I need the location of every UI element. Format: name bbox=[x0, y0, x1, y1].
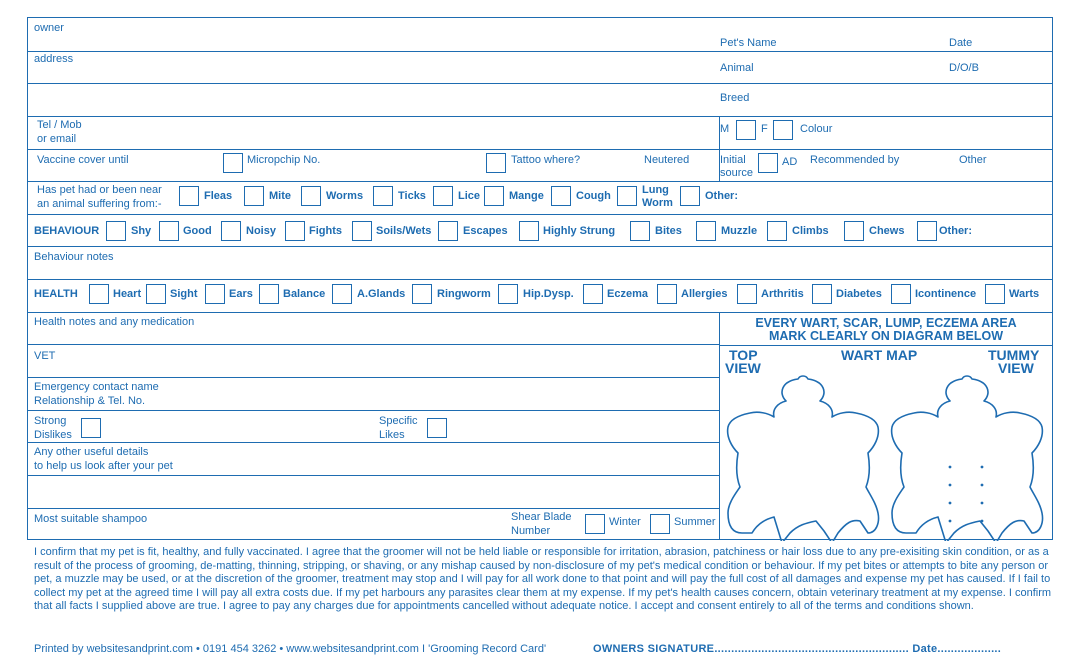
eczema-checkbox[interactable] bbox=[583, 284, 603, 304]
row-divider bbox=[28, 344, 720, 345]
tattoo-checkbox[interactable] bbox=[486, 153, 506, 173]
winter-label: Winter bbox=[609, 516, 641, 528]
behaviour-title: BEHAVIOUR bbox=[34, 225, 100, 237]
climbs-checkbox[interactable] bbox=[767, 221, 787, 241]
strong-dislikes-checkbox[interactable] bbox=[81, 418, 101, 438]
sight-checkbox[interactable] bbox=[146, 284, 166, 304]
escapes-label: Escapes bbox=[463, 225, 508, 237]
health-notes-label: Health notes and any medication bbox=[34, 316, 195, 328]
row-divider bbox=[28, 246, 1052, 247]
tel-label-line2: or email bbox=[37, 133, 77, 145]
highly-strung-label: Highly Strung bbox=[543, 225, 616, 237]
animal-label: Animal bbox=[720, 62, 754, 74]
dog-tummy-view-outline bbox=[892, 376, 1043, 541]
ad-checkbox[interactable] bbox=[758, 153, 778, 173]
incontinence-label: Icontinence bbox=[915, 288, 977, 300]
other-behaviour-checkbox[interactable] bbox=[917, 221, 937, 241]
map-heading-divider bbox=[720, 345, 1052, 346]
arthritis-checkbox[interactable] bbox=[737, 284, 757, 304]
diabetes-checkbox[interactable] bbox=[812, 284, 832, 304]
incontinence-checkbox[interactable] bbox=[891, 284, 911, 304]
mange-label: Mange bbox=[509, 190, 544, 202]
pets-name-label: Pet's Name bbox=[720, 37, 777, 49]
top-view-label-line1: TOP bbox=[729, 347, 758, 363]
address-label: address bbox=[34, 53, 74, 65]
arthritis-label: Arthritis bbox=[761, 288, 804, 300]
other-exposure-label: Other: bbox=[705, 190, 738, 202]
diabetes-label: Diabetes bbox=[836, 288, 882, 300]
balance-label: Balance bbox=[283, 288, 326, 300]
useful-details-label-line1: Any other useful details bbox=[34, 446, 149, 458]
recommended-by-label: Recommended by bbox=[810, 154, 900, 166]
aglands-checkbox[interactable] bbox=[332, 284, 352, 304]
dog-diagram[interactable] bbox=[720, 373, 1052, 541]
worms-checkbox[interactable] bbox=[301, 186, 321, 206]
consent-text: I confirm that my pet is fit, healthy, and fully vaccinated. I agree that the groomer will not be held liable or responsible for irritation, abrasion, patchiness or hair loss due to any pre-exisiting skin condition, or as a result of the process of grooming, de-matting, thinning, stripping, or shaving, or any mishap caused by non-disclosure of my pet's medical condition or behaviour. If my pet bites or attempts to bite any person or pet, a muzzle may be used, or at the discretion of the groomer, treatment may stop and I will pay for all work done to that point and will pay the full cost of all damages and expense my pet has caused. If I fail to collect my pet at the agreed time I will pay all extra costs due. If my pet harbours any parasites clear them at my expense. If my pet's health causes concern, obtain veterinary treatment at my expense. I confirm that all facts I supplied above are true. I agree to pay any charges due for appointments cancelled without adequate notice. I accept and consent entirely to all of the terms and conditions shown. bbox=[34, 546, 1052, 613]
row-divider bbox=[28, 181, 1052, 182]
shy-label: Shy bbox=[131, 225, 152, 237]
worms-label: Worms bbox=[326, 190, 364, 202]
tattoo-label: Tattoo where? bbox=[511, 154, 581, 166]
health-title: HEALTH bbox=[34, 288, 78, 300]
fleas-checkbox[interactable] bbox=[179, 186, 199, 206]
muzzle-checkbox[interactable] bbox=[696, 221, 716, 241]
allergies-checkbox[interactable] bbox=[657, 284, 677, 304]
shear-blade-label-line2: Number bbox=[511, 525, 551, 537]
cough-checkbox[interactable] bbox=[551, 186, 571, 206]
highly-strung-checkbox[interactable] bbox=[519, 221, 539, 241]
row-divider bbox=[28, 149, 1052, 150]
row-divider bbox=[28, 214, 1052, 215]
good-checkbox[interactable] bbox=[159, 221, 179, 241]
ticks-checkbox[interactable] bbox=[373, 186, 393, 206]
row-divider bbox=[28, 312, 1052, 313]
summer-label: Summer bbox=[674, 516, 716, 528]
hip-dysplasia-checkbox[interactable] bbox=[498, 284, 518, 304]
summer-checkbox[interactable] bbox=[650, 514, 670, 534]
sight-label: Sight bbox=[170, 288, 198, 300]
row-divider bbox=[28, 279, 1052, 280]
fights-checkbox[interactable] bbox=[285, 221, 305, 241]
soils-wets-label: Soils/Wets bbox=[376, 225, 432, 237]
noisy-label: Noisy bbox=[246, 225, 276, 237]
other-source-label: Other bbox=[959, 154, 987, 166]
fleas-label: Fleas bbox=[204, 190, 233, 202]
owners-signature-line[interactable]: OWNERS SIGNATURE.......................................................... Date................... bbox=[593, 643, 1002, 655]
eczema-label: Eczema bbox=[607, 288, 648, 300]
dob-label: D/O/B bbox=[949, 62, 979, 74]
female-checkbox[interactable] bbox=[773, 120, 793, 140]
top-view-label-line2: VIEW bbox=[725, 360, 761, 376]
bites-label: Bites bbox=[655, 225, 682, 237]
warts-checkbox[interactable] bbox=[985, 284, 1005, 304]
exposure-question-line2: an animal suffering from:- bbox=[37, 198, 162, 210]
aglands-label: A.Glands bbox=[357, 288, 406, 300]
balance-checkbox[interactable] bbox=[259, 284, 279, 304]
lice-label: Lice bbox=[458, 190, 481, 202]
shy-checkbox[interactable] bbox=[106, 221, 126, 241]
ears-checkbox[interactable] bbox=[205, 284, 225, 304]
heart-label: Heart bbox=[113, 288, 142, 300]
wart-map-heading-line2: MARK CLEARLY ON DIAGRAM BELOW bbox=[768, 329, 1004, 343]
microchip-label: Micropchip No. bbox=[247, 154, 321, 166]
noisy-checkbox[interactable] bbox=[221, 221, 241, 241]
other-behaviour-label: Other: bbox=[939, 225, 972, 237]
chews-label: Chews bbox=[869, 225, 905, 237]
male-checkbox[interactable] bbox=[736, 120, 756, 140]
teat-dots bbox=[949, 466, 984, 523]
ad-label: AD bbox=[782, 156, 798, 168]
dog-top-view-outline bbox=[728, 376, 879, 541]
wart-map-heading-line1: EVERY WART, SCAR, LUMP, ECZEMA AREA bbox=[755, 316, 1017, 330]
row-divider bbox=[28, 508, 720, 509]
row-divider bbox=[28, 116, 1052, 117]
warts-label: Warts bbox=[1009, 288, 1040, 300]
initial-source-label-line2: source bbox=[720, 167, 754, 179]
heart-checkbox[interactable] bbox=[89, 284, 109, 304]
specific-likes-label-line1: Specific bbox=[379, 415, 418, 427]
vaccine-label: Vaccine cover until bbox=[37, 154, 129, 166]
breed-label: Breed bbox=[720, 92, 750, 104]
lung-worm-label-line1: Lung bbox=[642, 184, 669, 196]
tel-label-line1: Tel / Mob bbox=[37, 119, 82, 131]
hip-dysplasia-label: Hip.Dysp. bbox=[523, 288, 574, 300]
ringworm-checkbox[interactable] bbox=[412, 284, 432, 304]
row-divider bbox=[28, 442, 720, 443]
escapes-checkbox[interactable] bbox=[438, 221, 458, 241]
muzzle-label: Muzzle bbox=[721, 225, 758, 237]
row-divider bbox=[28, 51, 1052, 52]
ears-label: Ears bbox=[229, 288, 253, 300]
shampoo-label: Most suitable shampoo bbox=[34, 513, 148, 525]
mite-checkbox[interactable] bbox=[244, 186, 264, 206]
row-divider bbox=[28, 83, 1052, 84]
row-divider bbox=[28, 377, 720, 378]
winter-checkbox[interactable] bbox=[585, 514, 605, 534]
female-label: F bbox=[761, 123, 768, 135]
bites-checkbox[interactable] bbox=[630, 221, 650, 241]
wart-map-title: WART MAP bbox=[841, 347, 918, 363]
row-divider bbox=[28, 410, 720, 411]
printer-credit: Printed by websitesandprint.com • 0191 454 3262 • www.websitesandprint.com I 'Grooming Record Card' bbox=[34, 643, 547, 655]
owner-label: owner bbox=[34, 22, 64, 34]
behaviour-notes-label: Behaviour notes bbox=[34, 251, 114, 263]
colour-label: Colour bbox=[800, 123, 833, 135]
vet-label: VET bbox=[34, 350, 56, 362]
specific-likes-label-line2: Likes bbox=[379, 429, 405, 441]
male-label: M bbox=[720, 123, 730, 135]
cough-label: Cough bbox=[576, 190, 611, 202]
tummy-view-label-line1: TUMMY bbox=[988, 347, 1040, 363]
strong-dislikes-label-line1: Strong bbox=[34, 415, 67, 427]
useful-details-label-line2: to help us look after your pet bbox=[34, 460, 173, 472]
strong-dislikes-label-line2: Dislikes bbox=[34, 429, 72, 441]
initial-source-label-line1: Initial bbox=[720, 154, 746, 166]
tummy-view-label-line2: VIEW bbox=[998, 360, 1034, 376]
ticks-label: Ticks bbox=[398, 190, 426, 202]
mange-checkbox[interactable] bbox=[484, 186, 504, 206]
lung-worm-checkbox[interactable] bbox=[617, 186, 637, 206]
climbs-label: Climbs bbox=[792, 225, 829, 237]
emergency-contact-label-line1: Emergency contact name bbox=[34, 381, 159, 393]
neutered-label: Neutered bbox=[644, 154, 690, 166]
emergency-contact-label-line2: Relationship & Tel. No. bbox=[34, 395, 146, 407]
row-divider bbox=[28, 475, 720, 476]
chews-checkbox[interactable] bbox=[844, 221, 864, 241]
other-exposure-checkbox[interactable] bbox=[680, 186, 700, 206]
lung-worm-label-line2: Worm bbox=[642, 197, 673, 209]
grooming-record-form bbox=[27, 17, 1053, 540]
allergies-label: Allergies bbox=[681, 288, 728, 300]
date-label: Date bbox=[949, 37, 973, 49]
fights-label: Fights bbox=[309, 225, 342, 237]
specific-likes-checkbox[interactable] bbox=[427, 418, 447, 438]
mite-label: Mite bbox=[269, 190, 291, 202]
ringworm-label: Ringworm bbox=[437, 288, 491, 300]
exposure-question-line1: Has pet had or been near bbox=[37, 184, 162, 196]
soils-wets-checkbox[interactable] bbox=[352, 221, 372, 241]
shear-blade-label-line1: Shear Blade bbox=[511, 511, 572, 523]
lice-checkbox[interactable] bbox=[433, 186, 453, 206]
microchip-checkbox[interactable] bbox=[223, 153, 243, 173]
good-label: Good bbox=[183, 225, 212, 237]
